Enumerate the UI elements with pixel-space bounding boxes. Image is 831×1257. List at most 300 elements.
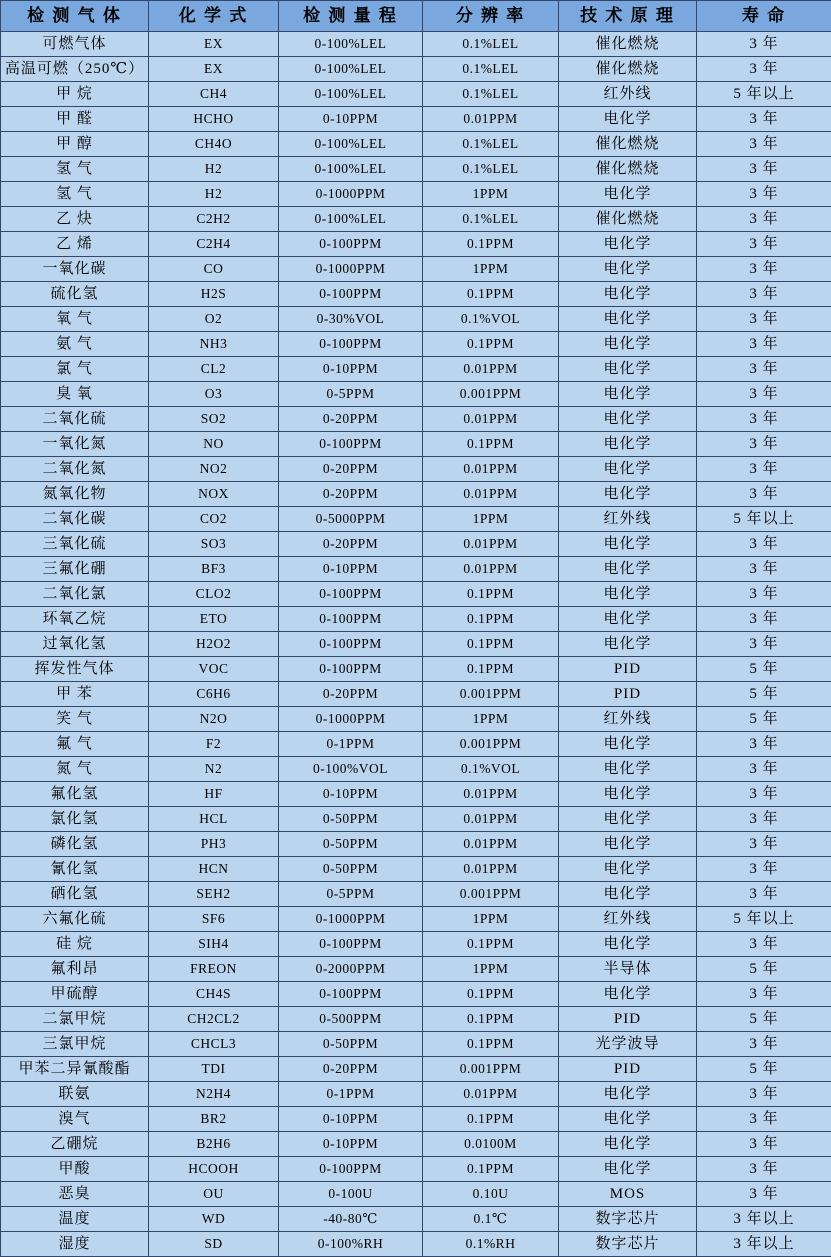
header-row bbox=[1, 1, 831, 32]
cell-lifetime: 3 年 bbox=[697, 432, 831, 457]
cell-lifetime: 3 年 bbox=[697, 332, 831, 357]
cell-resolution: 0.1PPM bbox=[423, 432, 559, 457]
cell-range: -40-80℃ bbox=[279, 1207, 423, 1232]
cell-range: 0-2000PPM bbox=[279, 957, 423, 982]
cell-principle: 数字芯片 bbox=[559, 1232, 697, 1257]
cell-gas: 恶臭 bbox=[1, 1182, 149, 1207]
cell-resolution: 0.1%RH bbox=[423, 1232, 559, 1257]
cell-principle: 电化学 bbox=[559, 432, 697, 457]
cell-gas: 溴气 bbox=[1, 1107, 149, 1132]
cell-gas: 挥发性气体 bbox=[1, 657, 149, 682]
cell-range: 0-100%RH bbox=[279, 1232, 423, 1257]
cell-principle: 电化学 bbox=[559, 357, 697, 382]
cell-principle: PID bbox=[559, 1007, 697, 1032]
table-row bbox=[1, 707, 831, 732]
cell-gas: 高温可燃（250℃） bbox=[1, 57, 149, 82]
cell-resolution: 0.01PPM bbox=[423, 407, 559, 432]
cell-formula: SO3 bbox=[149, 532, 279, 557]
cell-formula: EX bbox=[149, 57, 279, 82]
cell-resolution: 0.01PPM bbox=[423, 782, 559, 807]
cell-formula: FREON bbox=[149, 957, 279, 982]
cell-resolution: 0.1PPM bbox=[423, 282, 559, 307]
cell-gas: 二氧化硫 bbox=[1, 407, 149, 432]
cell-gas: 氯 气 bbox=[1, 357, 149, 382]
cell-range: 0-20PPM bbox=[279, 682, 423, 707]
cell-formula: SD bbox=[149, 1232, 279, 1257]
table-row bbox=[1, 857, 831, 882]
cell-formula: CL2 bbox=[149, 357, 279, 382]
cell-range: 0-100PPM bbox=[279, 582, 423, 607]
cell-range: 0-500PPM bbox=[279, 1007, 423, 1032]
table-row bbox=[1, 882, 831, 907]
cell-gas: 氨 气 bbox=[1, 332, 149, 357]
cell-range: 0-100%LEL bbox=[279, 132, 423, 157]
cell-range: 0-100%LEL bbox=[279, 207, 423, 232]
cell-gas: 可燃气体 bbox=[1, 32, 149, 57]
cell-range: 0-100%LEL bbox=[279, 57, 423, 82]
cell-range: 0-10PPM bbox=[279, 782, 423, 807]
cell-formula: O3 bbox=[149, 382, 279, 407]
table-row bbox=[1, 1107, 831, 1132]
cell-resolution: 0.001PPM bbox=[423, 382, 559, 407]
cell-gas: 二氧化碳 bbox=[1, 507, 149, 532]
cell-gas: 二氧化氮 bbox=[1, 457, 149, 482]
cell-gas: 氧 气 bbox=[1, 307, 149, 332]
cell-principle: 电化学 bbox=[559, 582, 697, 607]
table-row bbox=[1, 832, 831, 857]
cell-principle: 电化学 bbox=[559, 782, 697, 807]
cell-principle: 催化燃烧 bbox=[559, 57, 697, 82]
cell-principle: 电化学 bbox=[559, 732, 697, 757]
cell-principle: 电化学 bbox=[559, 182, 697, 207]
cell-lifetime: 3 年 bbox=[697, 132, 831, 157]
cell-lifetime: 3 年 bbox=[697, 1032, 831, 1057]
cell-lifetime: 3 年 bbox=[697, 32, 831, 57]
cell-formula: SF6 bbox=[149, 907, 279, 932]
cell-lifetime: 3 年 bbox=[697, 857, 831, 882]
cell-gas: 乙 烯 bbox=[1, 232, 149, 257]
cell-principle: 电化学 bbox=[559, 857, 697, 882]
table-row bbox=[1, 32, 831, 57]
table-row bbox=[1, 1082, 831, 1107]
column-header-lifetime: 寿 命 bbox=[697, 1, 831, 32]
cell-formula: SEH2 bbox=[149, 882, 279, 907]
cell-gas: 硒化氢 bbox=[1, 882, 149, 907]
cell-principle: 电化学 bbox=[559, 607, 697, 632]
cell-range: 0-100PPM bbox=[279, 657, 423, 682]
cell-range: 0-50PPM bbox=[279, 807, 423, 832]
cell-lifetime: 3 年 bbox=[697, 632, 831, 657]
cell-principle: 催化燃烧 bbox=[559, 132, 697, 157]
cell-formula: NO2 bbox=[149, 457, 279, 482]
cell-lifetime: 3 年 bbox=[697, 532, 831, 557]
table-row bbox=[1, 482, 831, 507]
cell-formula: CH4O bbox=[149, 132, 279, 157]
cell-principle: PID bbox=[559, 657, 697, 682]
table-row bbox=[1, 957, 831, 982]
cell-resolution: 0.1%LEL bbox=[423, 207, 559, 232]
cell-gas: 六氟化硫 bbox=[1, 907, 149, 932]
cell-gas: 氮氧化物 bbox=[1, 482, 149, 507]
cell-range: 0-10PPM bbox=[279, 1132, 423, 1157]
cell-principle: 电化学 bbox=[559, 557, 697, 582]
table-header bbox=[1, 1, 831, 32]
cell-resolution: 0.1PPM bbox=[423, 1107, 559, 1132]
cell-resolution: 0.1%LEL bbox=[423, 157, 559, 182]
cell-formula: CH2CL2 bbox=[149, 1007, 279, 1032]
cell-lifetime: 3 年以上 bbox=[697, 1232, 831, 1257]
cell-formula: CH4S bbox=[149, 982, 279, 1007]
cell-formula: CHCL3 bbox=[149, 1032, 279, 1057]
cell-principle: PID bbox=[559, 682, 697, 707]
cell-formula: C2H2 bbox=[149, 207, 279, 232]
table-row bbox=[1, 1182, 831, 1207]
cell-resolution: 0.001PPM bbox=[423, 682, 559, 707]
cell-principle: 电化学 bbox=[559, 757, 697, 782]
cell-resolution: 1PPM bbox=[423, 907, 559, 932]
cell-gas: 磷化氢 bbox=[1, 832, 149, 857]
cell-formula: NO bbox=[149, 432, 279, 457]
cell-range: 0-100%VOL bbox=[279, 757, 423, 782]
cell-formula: SO2 bbox=[149, 407, 279, 432]
table-row bbox=[1, 357, 831, 382]
cell-formula: CLO2 bbox=[149, 582, 279, 607]
cell-resolution: 0.1PPM bbox=[423, 657, 559, 682]
table-row bbox=[1, 82, 831, 107]
cell-principle: 电化学 bbox=[559, 882, 697, 907]
cell-formula: CO bbox=[149, 257, 279, 282]
cell-lifetime: 3 年 bbox=[697, 182, 831, 207]
cell-gas: 硅 烷 bbox=[1, 932, 149, 957]
table-row bbox=[1, 157, 831, 182]
cell-principle: MOS bbox=[559, 1182, 697, 1207]
cell-lifetime: 5 年 bbox=[697, 1007, 831, 1032]
cell-gas: 氢 气 bbox=[1, 157, 149, 182]
cell-formula: ETO bbox=[149, 607, 279, 632]
cell-formula: N2O bbox=[149, 707, 279, 732]
cell-lifetime: 5 年 bbox=[697, 707, 831, 732]
cell-range: 0-10PPM bbox=[279, 357, 423, 382]
cell-principle: 电化学 bbox=[559, 232, 697, 257]
table-row bbox=[1, 582, 831, 607]
cell-lifetime: 3 年以上 bbox=[697, 1207, 831, 1232]
table-row bbox=[1, 282, 831, 307]
cell-principle: PID bbox=[559, 1057, 697, 1082]
cell-formula: VOC bbox=[149, 657, 279, 682]
cell-gas: 甲 醛 bbox=[1, 107, 149, 132]
cell-gas: 氮 气 bbox=[1, 757, 149, 782]
cell-formula: H2S bbox=[149, 282, 279, 307]
table-row bbox=[1, 257, 831, 282]
cell-formula: C2H4 bbox=[149, 232, 279, 257]
cell-range: 0-50PPM bbox=[279, 1032, 423, 1057]
cell-formula: CH4 bbox=[149, 82, 279, 107]
cell-resolution: 0.1%LEL bbox=[423, 82, 559, 107]
cell-range: 0-100PPM bbox=[279, 332, 423, 357]
cell-range: 0-50PPM bbox=[279, 832, 423, 857]
cell-formula: H2 bbox=[149, 182, 279, 207]
cell-gas: 硫化氢 bbox=[1, 282, 149, 307]
table-row bbox=[1, 1007, 831, 1032]
cell-lifetime: 3 年 bbox=[697, 357, 831, 382]
cell-resolution: 1PPM bbox=[423, 257, 559, 282]
cell-range: 0-100%LEL bbox=[279, 32, 423, 57]
cell-principle: 电化学 bbox=[559, 307, 697, 332]
cell-formula: N2 bbox=[149, 757, 279, 782]
cell-principle: 催化燃烧 bbox=[559, 207, 697, 232]
cell-resolution: 0.1PPM bbox=[423, 1157, 559, 1182]
cell-range: 0-100PPM bbox=[279, 607, 423, 632]
cell-resolution: 0.01PPM bbox=[423, 357, 559, 382]
cell-gas: 氰化氢 bbox=[1, 857, 149, 882]
cell-lifetime: 5 年 bbox=[697, 682, 831, 707]
cell-principle: 电化学 bbox=[559, 632, 697, 657]
table-row bbox=[1, 1132, 831, 1157]
cell-gas: 甲 醇 bbox=[1, 132, 149, 157]
cell-gas: 笑 气 bbox=[1, 707, 149, 732]
table-row bbox=[1, 407, 831, 432]
cell-formula: EX bbox=[149, 32, 279, 57]
table-row bbox=[1, 532, 831, 557]
table-row bbox=[1, 207, 831, 232]
table-row bbox=[1, 557, 831, 582]
table-row bbox=[1, 107, 831, 132]
table-row bbox=[1, 182, 831, 207]
cell-resolution: 0.1PPM bbox=[423, 932, 559, 957]
cell-lifetime: 3 年 bbox=[697, 757, 831, 782]
cell-lifetime: 5 年以上 bbox=[697, 507, 831, 532]
cell-gas: 联氨 bbox=[1, 1082, 149, 1107]
cell-gas: 氢 气 bbox=[1, 182, 149, 207]
cell-lifetime: 3 年 bbox=[697, 282, 831, 307]
cell-gas: 过氧化氢 bbox=[1, 632, 149, 657]
cell-range: 0-10PPM bbox=[279, 557, 423, 582]
cell-resolution: 0.01PPM bbox=[423, 107, 559, 132]
table-row bbox=[1, 307, 831, 332]
cell-gas: 甲 苯 bbox=[1, 682, 149, 707]
cell-range: 0-10PPM bbox=[279, 107, 423, 132]
cell-gas: 环氧乙烷 bbox=[1, 607, 149, 632]
table-row bbox=[1, 807, 831, 832]
cell-principle: 催化燃烧 bbox=[559, 157, 697, 182]
table-row bbox=[1, 932, 831, 957]
cell-lifetime: 3 年 bbox=[697, 982, 831, 1007]
cell-resolution: 0.1PPM bbox=[423, 332, 559, 357]
cell-principle: 催化燃烧 bbox=[559, 32, 697, 57]
table-body bbox=[1, 32, 831, 1257]
cell-principle: 电化学 bbox=[559, 382, 697, 407]
cell-gas: 乙 炔 bbox=[1, 207, 149, 232]
cell-range: 0-1PPM bbox=[279, 1082, 423, 1107]
cell-principle: 电化学 bbox=[559, 1132, 697, 1157]
cell-formula: OU bbox=[149, 1182, 279, 1207]
cell-principle: 电化学 bbox=[559, 282, 697, 307]
cell-lifetime: 5 年 bbox=[697, 1057, 831, 1082]
cell-lifetime: 3 年 bbox=[697, 607, 831, 632]
cell-gas: 二氯甲烷 bbox=[1, 1007, 149, 1032]
cell-lifetime: 3 年 bbox=[697, 307, 831, 332]
table-row bbox=[1, 232, 831, 257]
cell-range: 0-20PPM bbox=[279, 1057, 423, 1082]
cell-formula: NH3 bbox=[149, 332, 279, 357]
cell-resolution: 0.1PPM bbox=[423, 582, 559, 607]
table-row bbox=[1, 657, 831, 682]
cell-formula: B2H6 bbox=[149, 1132, 279, 1157]
cell-gas: 二氧化氯 bbox=[1, 582, 149, 607]
cell-principle: 电化学 bbox=[559, 1157, 697, 1182]
cell-formula: O2 bbox=[149, 307, 279, 332]
cell-lifetime: 3 年 bbox=[697, 1157, 831, 1182]
cell-range: 0-100PPM bbox=[279, 232, 423, 257]
cell-lifetime: 3 年 bbox=[697, 1107, 831, 1132]
cell-formula: BR2 bbox=[149, 1107, 279, 1132]
cell-principle: 电化学 bbox=[559, 982, 697, 1007]
cell-gas: 氟化氢 bbox=[1, 782, 149, 807]
cell-gas: 一氧化氮 bbox=[1, 432, 149, 457]
cell-lifetime: 3 年 bbox=[697, 832, 831, 857]
cell-formula: SIH4 bbox=[149, 932, 279, 957]
cell-gas: 氯化氢 bbox=[1, 807, 149, 832]
cell-range: 0-100PPM bbox=[279, 282, 423, 307]
cell-gas: 甲 烷 bbox=[1, 82, 149, 107]
cell-gas: 三氧化硫 bbox=[1, 532, 149, 557]
cell-lifetime: 3 年 bbox=[697, 207, 831, 232]
cell-formula: C6H6 bbox=[149, 682, 279, 707]
column-header-formula: 化 学 式 bbox=[149, 1, 279, 32]
cell-gas: 三氯甲烷 bbox=[1, 1032, 149, 1057]
cell-gas: 臭 氧 bbox=[1, 382, 149, 407]
cell-resolution: 0.0100M bbox=[423, 1132, 559, 1157]
cell-principle: 电化学 bbox=[559, 1082, 697, 1107]
cell-principle: 电化学 bbox=[559, 807, 697, 832]
table-row bbox=[1, 1057, 831, 1082]
column-header-gas: 检 测 气 体 bbox=[1, 1, 149, 32]
table-row bbox=[1, 1157, 831, 1182]
cell-formula: F2 bbox=[149, 732, 279, 757]
cell-lifetime: 3 年 bbox=[697, 407, 831, 432]
cell-resolution: 0.1%LEL bbox=[423, 132, 559, 157]
cell-gas: 甲苯二异氰酸酯 bbox=[1, 1057, 149, 1082]
cell-formula: TDI bbox=[149, 1057, 279, 1082]
cell-gas: 氟 气 bbox=[1, 732, 149, 757]
table-row bbox=[1, 432, 831, 457]
cell-principle: 电化学 bbox=[559, 332, 697, 357]
cell-resolution: 0.01PPM bbox=[423, 457, 559, 482]
cell-range: 0-1000PPM bbox=[279, 707, 423, 732]
cell-formula: H2 bbox=[149, 157, 279, 182]
column-header-range: 检 测 量 程 bbox=[279, 1, 423, 32]
cell-resolution: 0.1PPM bbox=[423, 982, 559, 1007]
cell-lifetime: 3 年 bbox=[697, 1182, 831, 1207]
cell-lifetime: 3 年 bbox=[697, 382, 831, 407]
cell-gas: 氟利昂 bbox=[1, 957, 149, 982]
cell-principle: 电化学 bbox=[559, 1107, 697, 1132]
table-row bbox=[1, 382, 831, 407]
cell-formula: HCHO bbox=[149, 107, 279, 132]
cell-lifetime: 3 年 bbox=[697, 932, 831, 957]
cell-resolution: 0.1%LEL bbox=[423, 32, 559, 57]
cell-range: 0-20PPM bbox=[279, 457, 423, 482]
cell-resolution: 0.1%LEL bbox=[423, 57, 559, 82]
cell-range: 0-20PPM bbox=[279, 482, 423, 507]
cell-gas: 三氟化硼 bbox=[1, 557, 149, 582]
cell-range: 0-100%LEL bbox=[279, 157, 423, 182]
cell-resolution: 1PPM bbox=[423, 957, 559, 982]
cell-principle: 电化学 bbox=[559, 532, 697, 557]
cell-lifetime: 3 年 bbox=[697, 882, 831, 907]
cell-range: 0-1000PPM bbox=[279, 907, 423, 932]
cell-lifetime: 5 年 bbox=[697, 957, 831, 982]
cell-lifetime: 3 年 bbox=[697, 482, 831, 507]
cell-lifetime: 3 年 bbox=[697, 557, 831, 582]
cell-resolution: 0.001PPM bbox=[423, 732, 559, 757]
cell-resolution: 0.1%VOL bbox=[423, 307, 559, 332]
table-row bbox=[1, 507, 831, 532]
cell-lifetime: 5 年 bbox=[697, 657, 831, 682]
table-row bbox=[1, 682, 831, 707]
cell-formula: H2O2 bbox=[149, 632, 279, 657]
cell-formula: HCN bbox=[149, 857, 279, 882]
column-header-resolution: 分 辨 率 bbox=[423, 1, 559, 32]
cell-resolution: 0.01PPM bbox=[423, 482, 559, 507]
cell-range: 0-20PPM bbox=[279, 407, 423, 432]
cell-range: 0-100U bbox=[279, 1182, 423, 1207]
cell-lifetime: 3 年 bbox=[697, 782, 831, 807]
cell-formula: NOX bbox=[149, 482, 279, 507]
cell-lifetime: 3 年 bbox=[697, 582, 831, 607]
cell-range: 0-100PPM bbox=[279, 932, 423, 957]
cell-lifetime: 3 年 bbox=[697, 457, 831, 482]
cell-lifetime: 5 年以上 bbox=[697, 82, 831, 107]
cell-range: 0-5000PPM bbox=[279, 507, 423, 532]
cell-resolution: 0.01PPM bbox=[423, 1082, 559, 1107]
cell-formula: N2H4 bbox=[149, 1082, 279, 1107]
table-row bbox=[1, 457, 831, 482]
table-row bbox=[1, 732, 831, 757]
cell-resolution: 0.1℃ bbox=[423, 1207, 559, 1232]
cell-principle: 电化学 bbox=[559, 932, 697, 957]
cell-gas: 一氧化碳 bbox=[1, 257, 149, 282]
cell-range: 0-5PPM bbox=[279, 382, 423, 407]
cell-resolution: 0.01PPM bbox=[423, 807, 559, 832]
cell-resolution: 0.01PPM bbox=[423, 832, 559, 857]
cell-range: 0-100PPM bbox=[279, 432, 423, 457]
cell-resolution: 0.1PPM bbox=[423, 632, 559, 657]
cell-gas: 乙硼烷 bbox=[1, 1132, 149, 1157]
cell-formula: PH3 bbox=[149, 832, 279, 857]
cell-principle: 电化学 bbox=[559, 457, 697, 482]
cell-range: 0-1000PPM bbox=[279, 182, 423, 207]
table-row bbox=[1, 982, 831, 1007]
cell-formula: HCOOH bbox=[149, 1157, 279, 1182]
cell-gas: 甲硫醇 bbox=[1, 982, 149, 1007]
cell-resolution: 1PPM bbox=[423, 507, 559, 532]
cell-principle: 红外线 bbox=[559, 907, 697, 932]
table-row bbox=[1, 332, 831, 357]
cell-gas: 甲酸 bbox=[1, 1157, 149, 1182]
cell-range: 0-10PPM bbox=[279, 1107, 423, 1132]
cell-range: 0-100PPM bbox=[279, 1157, 423, 1182]
cell-principle: 半导体 bbox=[559, 957, 697, 982]
table-row bbox=[1, 782, 831, 807]
cell-resolution: 0.1%VOL bbox=[423, 757, 559, 782]
cell-lifetime: 3 年 bbox=[697, 57, 831, 82]
table-row bbox=[1, 607, 831, 632]
cell-resolution: 0.1PPM bbox=[423, 232, 559, 257]
table-row bbox=[1, 1232, 831, 1257]
cell-lifetime: 3 年 bbox=[697, 107, 831, 132]
cell-principle: 电化学 bbox=[559, 482, 697, 507]
